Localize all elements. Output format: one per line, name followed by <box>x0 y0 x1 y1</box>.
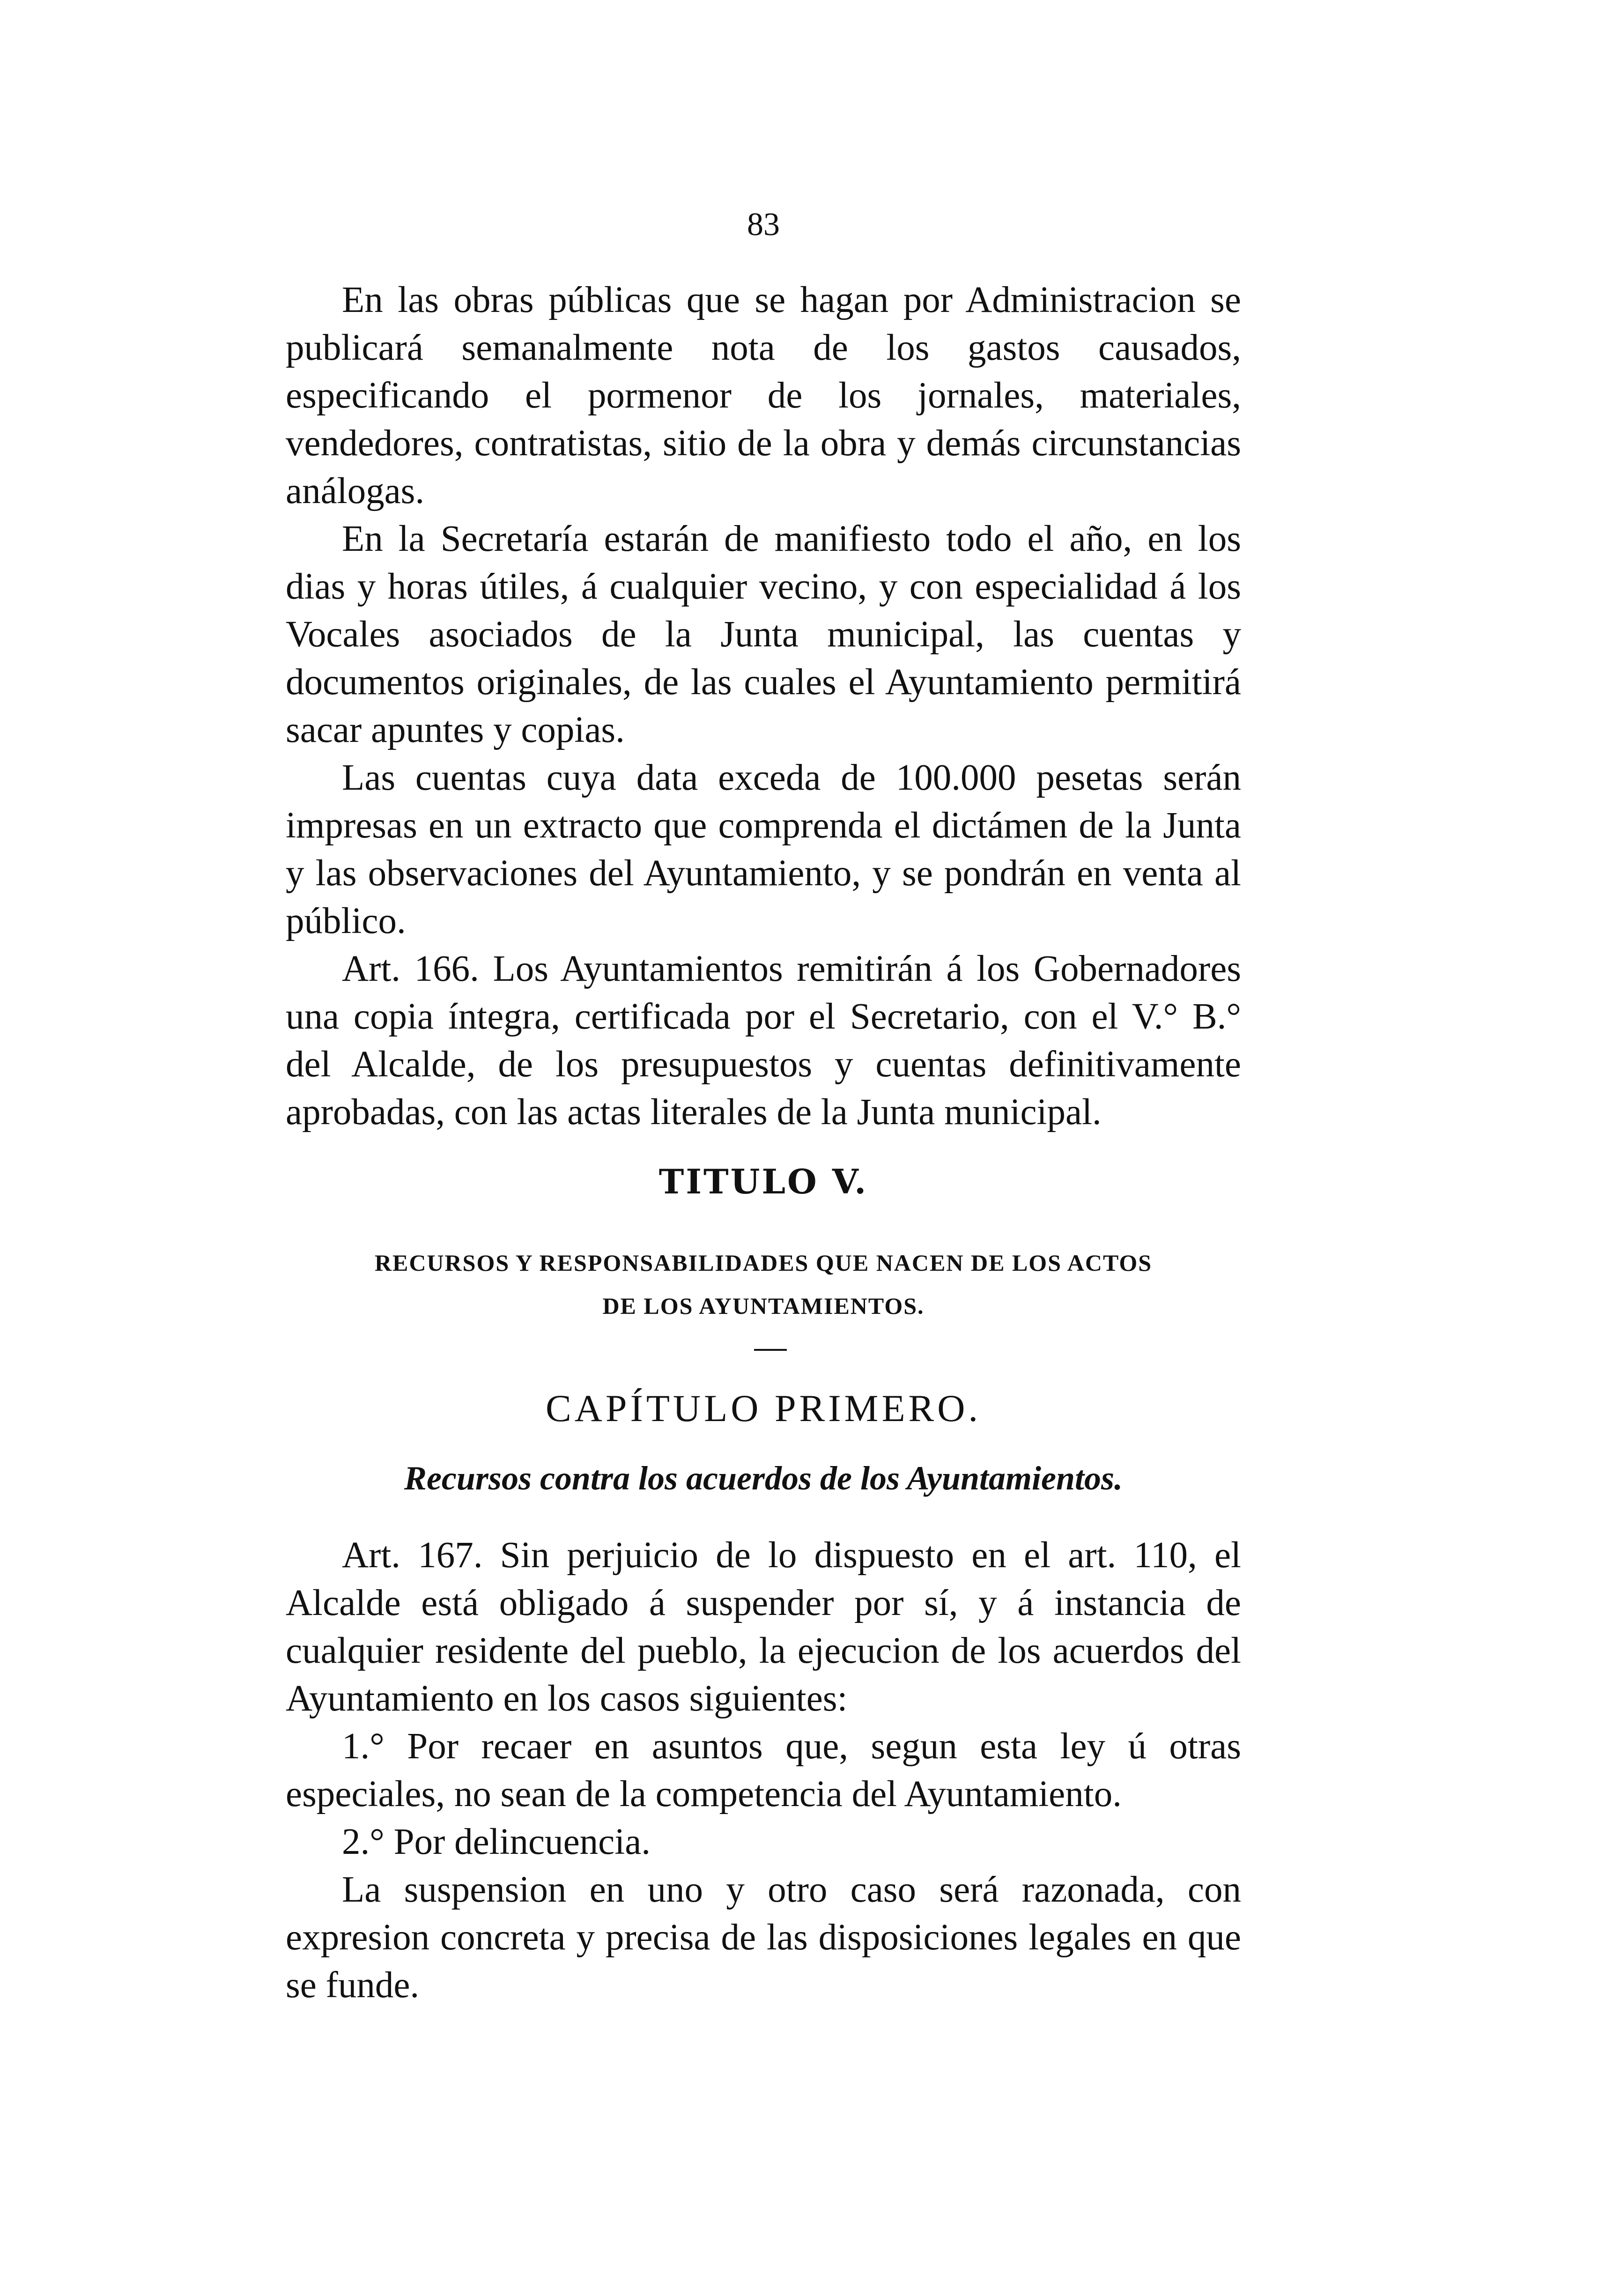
paragraph: 2.° Por delincuencia. <box>342 1822 651 1862</box>
divider <box>754 1349 787 1351</box>
paragraph: 1.° Por recaer en asuntos que, segun esta ley ú otras especiales, no sean de la competencia del Ayuntamiento. <box>286 1726 1241 1815</box>
paragraph: Las cuentas cuya data exceda de 100.000 pesetas serán impresas en un extracto que comprenda el dictámen de la Junta y las observaciones del Ayuntamiento, y se pondrán en venta al público. <box>286 757 1241 941</box>
paragraph: Art. 167. Sin perjuicio de lo dispuesto en el art. 110, el Alcalde está obligado á suspender por sí, y á instancia de cualquier residente del pueblo, la ejecucion de los acuerdos del Ayuntamiento en los casos siguientes: <box>286 1535 1241 1719</box>
section-subtitle <box>281 1241 1246 1327</box>
subtitle-line: RECURSOS Y RESPONSABILIDADES QUE NACEN DE LOS ACTOS <box>374 1250 1153 1276</box>
subtitle-line: DE LOS AYUNTAMIENTOS. <box>602 1293 925 1319</box>
body-text-bottom <box>286 1532 1241 2009</box>
paragraph: En las obras públicas que se hagan por Administracion se publicará semanalmente nota de los gastos causados, especificando el pormenor de los jornales, materiales, vendedores, contratistas, sitio de la obra y demás circunstancias análogas. <box>286 280 1241 511</box>
body-text-top <box>286 276 1241 1136</box>
paragraph: La suspension en uno y otro caso será razonada, con expresion concreta y precisa de las disposiciones legales en que se funde. <box>286 1869 1241 2006</box>
section-title: TITULO V. <box>658 1162 868 1201</box>
chapter-title: CAPÍTULO PRIMERO. <box>546 1387 981 1429</box>
chapter-subtitle: Recursos contra los acuerdos de los Ayuntamientos. <box>404 1459 1123 1497</box>
paragraph: Art. 166. Los Ayuntamientos remitirán á los Gobernadores una copia íntegra, certificada por el Secretario, con el V.° B.° del Alcalde, de los presupuestos y cuentas definitivamente aprobadas, con las actas literales de la Junta municipal. <box>286 948 1241 1133</box>
paragraph: En la Secretaría estarán de manifiesto todo el año, en los dias y horas útiles, á cualquier vecino, y con especialidad á los Vocales asociados de la Junta municipal, las cuentas y documentos originales, de las cuales el Ayuntamiento permitirá sacar apuntes y copias. <box>286 518 1241 750</box>
page-number: 83 <box>747 207 780 243</box>
